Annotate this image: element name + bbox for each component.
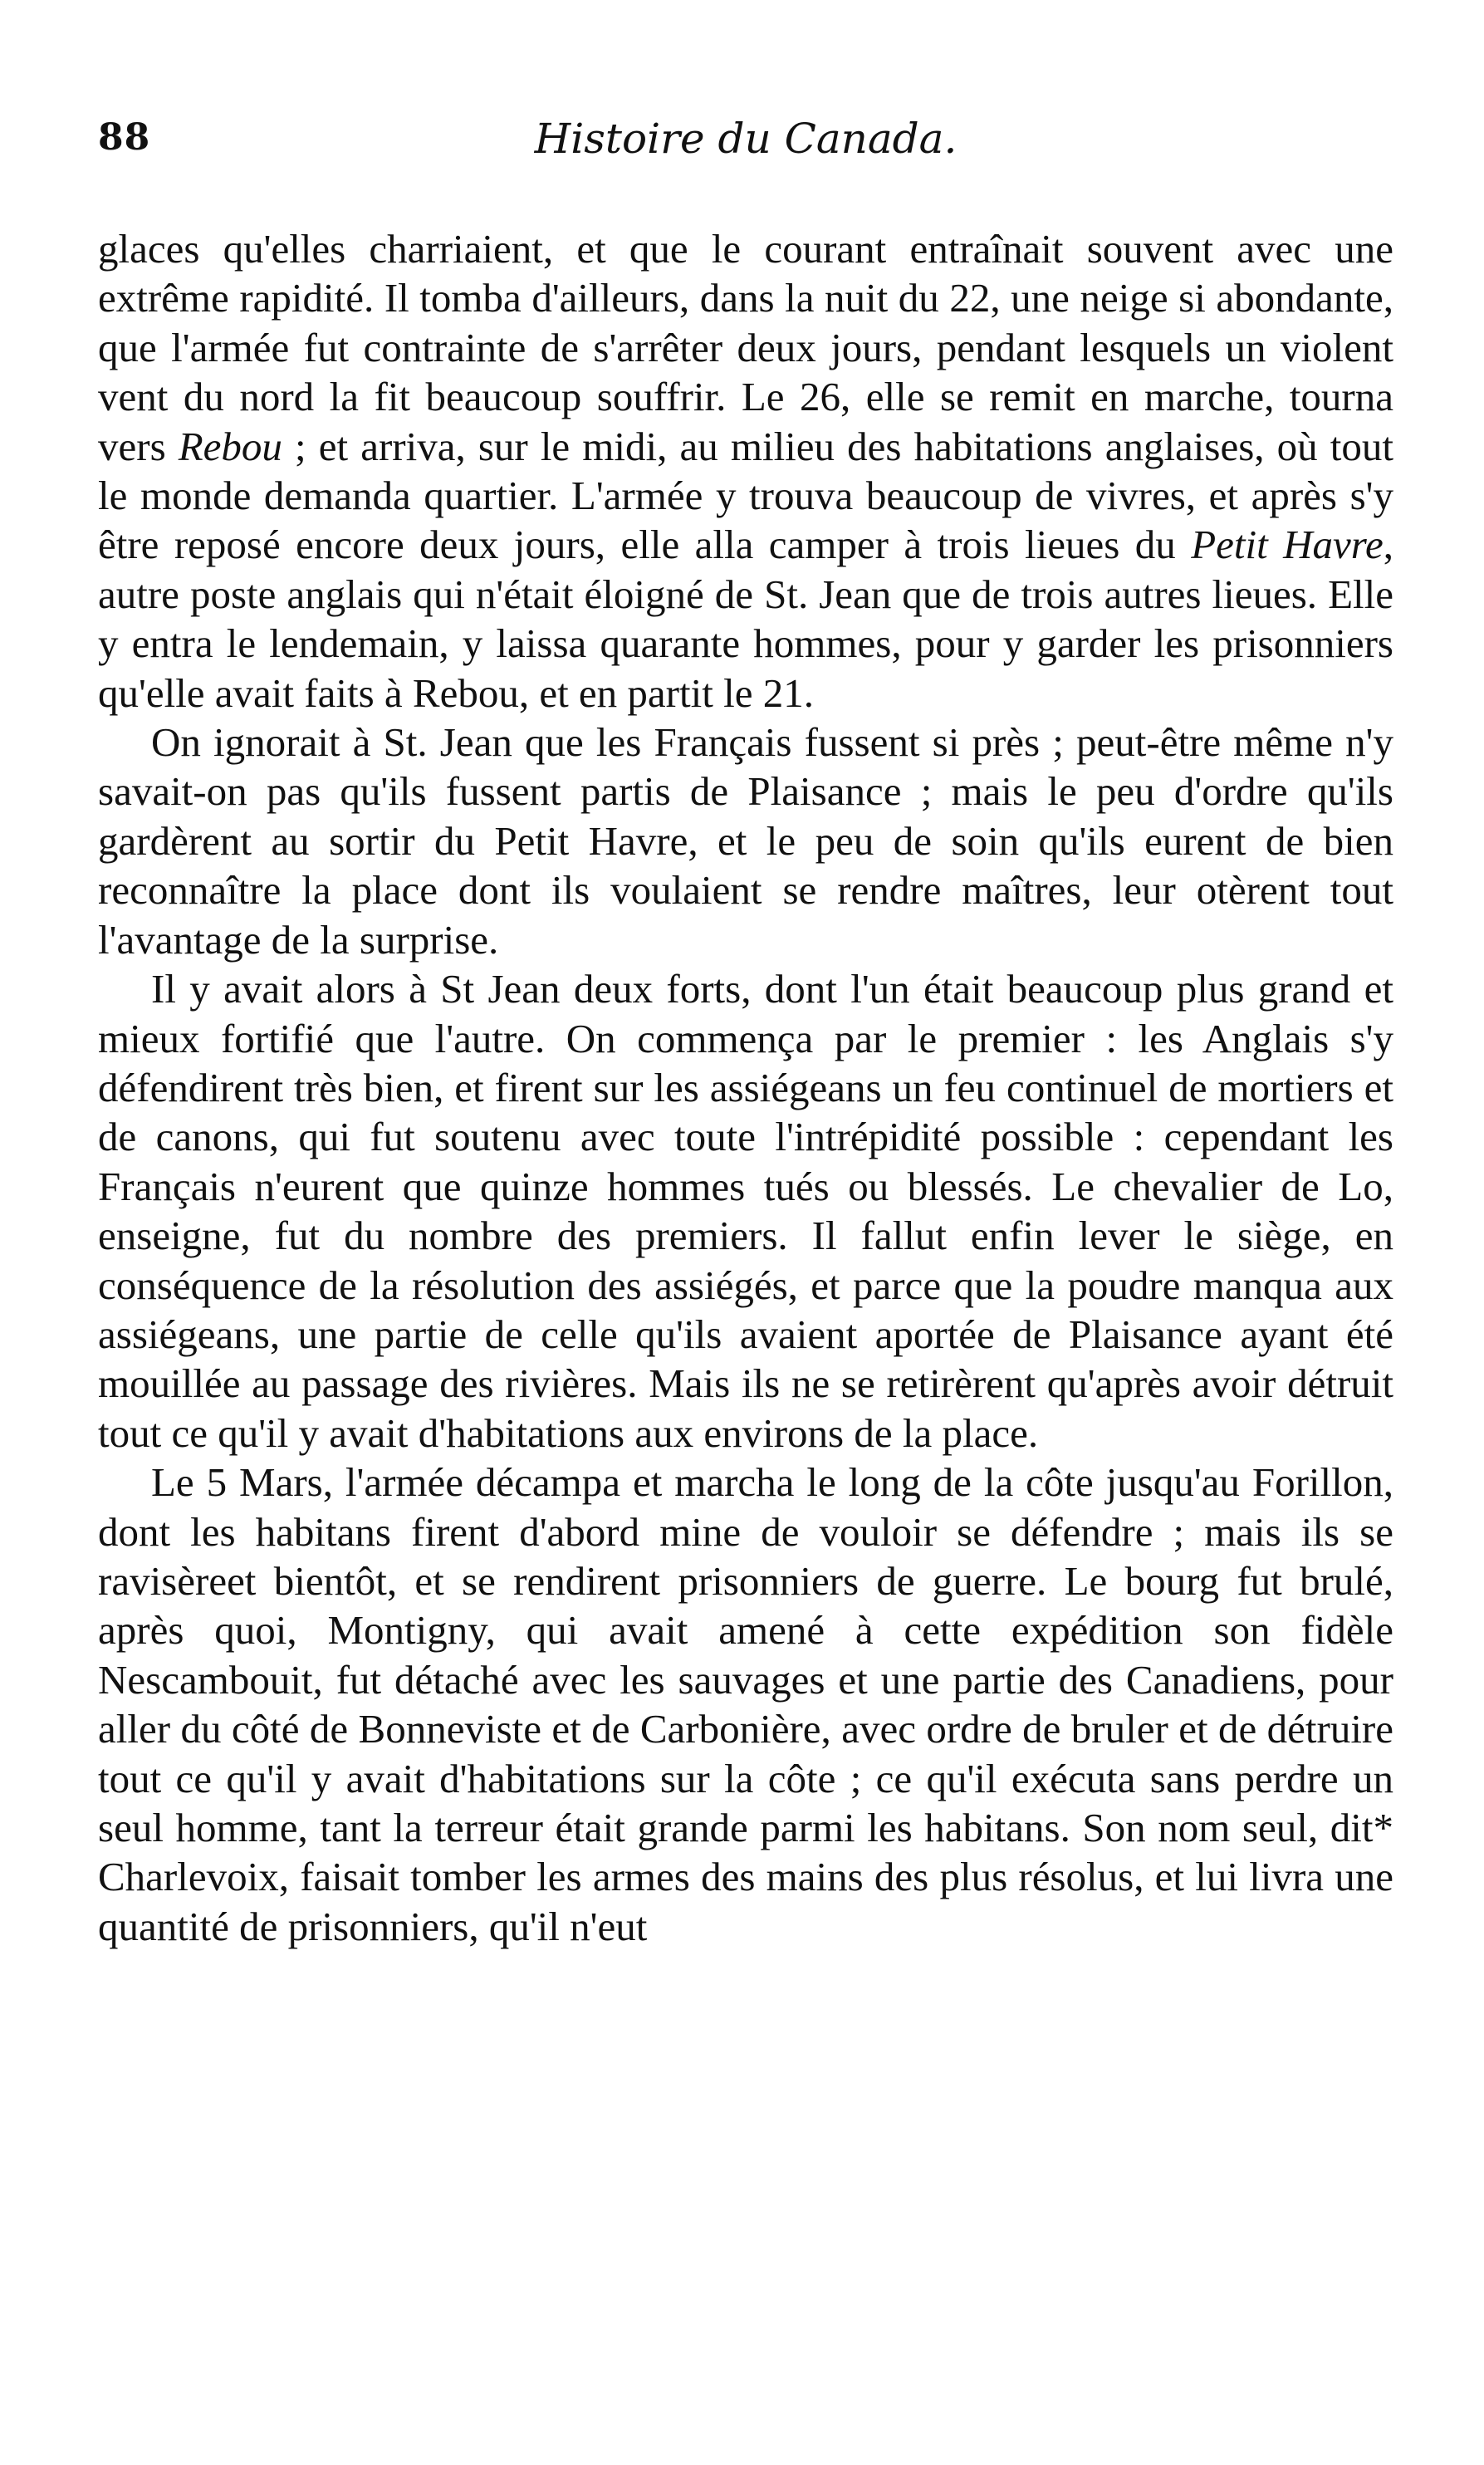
- text-segment: , autre poste anglais qui n'était éloigné de St. Jean que de trois autres lieues. Elle y entra le lendemain, y laissa quarante hommes, pour y garder les prisonniers qu'elle avait faits à Rebou, et en partit le 21.: [98, 522, 1394, 716]
- body-text: [98, 224, 1393, 1951]
- paragraph: [98, 224, 1393, 718]
- paragraph: [98, 718, 1393, 964]
- italic-place-name: Petit Havre: [1191, 522, 1384, 568]
- italic-place-name: Rebou: [178, 423, 282, 469]
- page-header: [98, 116, 1393, 191]
- text-segment: glaces qu'elles charriaient, et que le courant entraînait souvent avec une extrême rapidité. Il tomba d'ailleurs, dans la nuit du 22, une neige si abondante, que l'armée fut contrainte de s'arrêter deux jours, pendant lesquels un violent vent du nord la fit beaucoup souffrir. Le 26, elle se remit en marche, tourna vers: [98, 226, 1393, 469]
- paragraph: [98, 964, 1393, 1458]
- text-segment: On ignorait à St. Jean que les Français fussent si près ; peut-être même n'y savait-on pas qu'ils fussent partis de Plaisance ; mais le peu d'ordre qu'ils gardèrent au sortir du Petit Havre, et le peu de soin qu'ils eurent de bien reconnaître la place dont ils voulaient se rendre maîtres, leur otèrent tout l'avantage de la surprise.: [98, 719, 1393, 963]
- text-segment: Le 5 Mars, l'armée décampa et marcha le long de la côte jusqu'au Forillon, dont les habitans firent d'abord mine de vouloir se défendre ; mais ils se ravisèreet bientôt, et se rendirent prisonniers de guerre. Le bourg fut brulé, après quoi, Montigny, qui avait amené à cette expédition son fidèle Nescambouit, fut détaché avec les sauvages et une partie des Canadiens, pour aller du côté de Bonneviste et de Carbonière, avec ordre de bruler et de détruire tout ce qu'il y avait d'habitations sur la côte ; ce qu'il exécuta sans perdre un seul homme, tant la terreur était grande parmi les habitans. Son nom seul, dit* Charlevoix, faisait tomber les armes des mains des plus résolus, et lui livra une quantité de prisonniers, qu'il n'eut: [98, 1459, 1393, 1949]
- paragraph: [98, 1458, 1393, 1951]
- text-segment: ; et arriva, sur le midi, au milieu des habitations anglaises, où tout le monde demanda quartier. L'armée y trouva beaucoup de vivres, et après s'y être reposé encore deux jours, elle alla camper à trois lieues du: [98, 423, 1393, 568]
- running-title: Histoire du Canada.: [534, 115, 957, 163]
- book-page: [98, 116, 1393, 1951]
- text-segment: Il y avait alors à St Jean deux forts, dont l'un était beaucoup plus grand et mieux fortifié que l'autre. On commença par le premier : les Anglais s'y défendirent très bien, et firent sur les assiégeans un feu continuel de mortiers et de canons, qui fut soutenu avec toute l'intrépidité possible : cependant les Français n'eurent que quinze hommes tués ou blessés. Le chevalier de Lo, enseigne, fut du nombre des premiers. Il fallut enfin lever le siège, en conséquence de la résolution des assiégés, et parce que la poudre manqua aux assiégeans, une partie de celle qu'ils avaient aportée de Plaisance ayant été mouillée au passage des rivières. Mais ils ne se retirèrent qu'après avoir détruit tout ce qu'il y avait d'habitations aux environs de la place.: [98, 966, 1393, 1456]
- page-number: 88: [98, 116, 151, 159]
